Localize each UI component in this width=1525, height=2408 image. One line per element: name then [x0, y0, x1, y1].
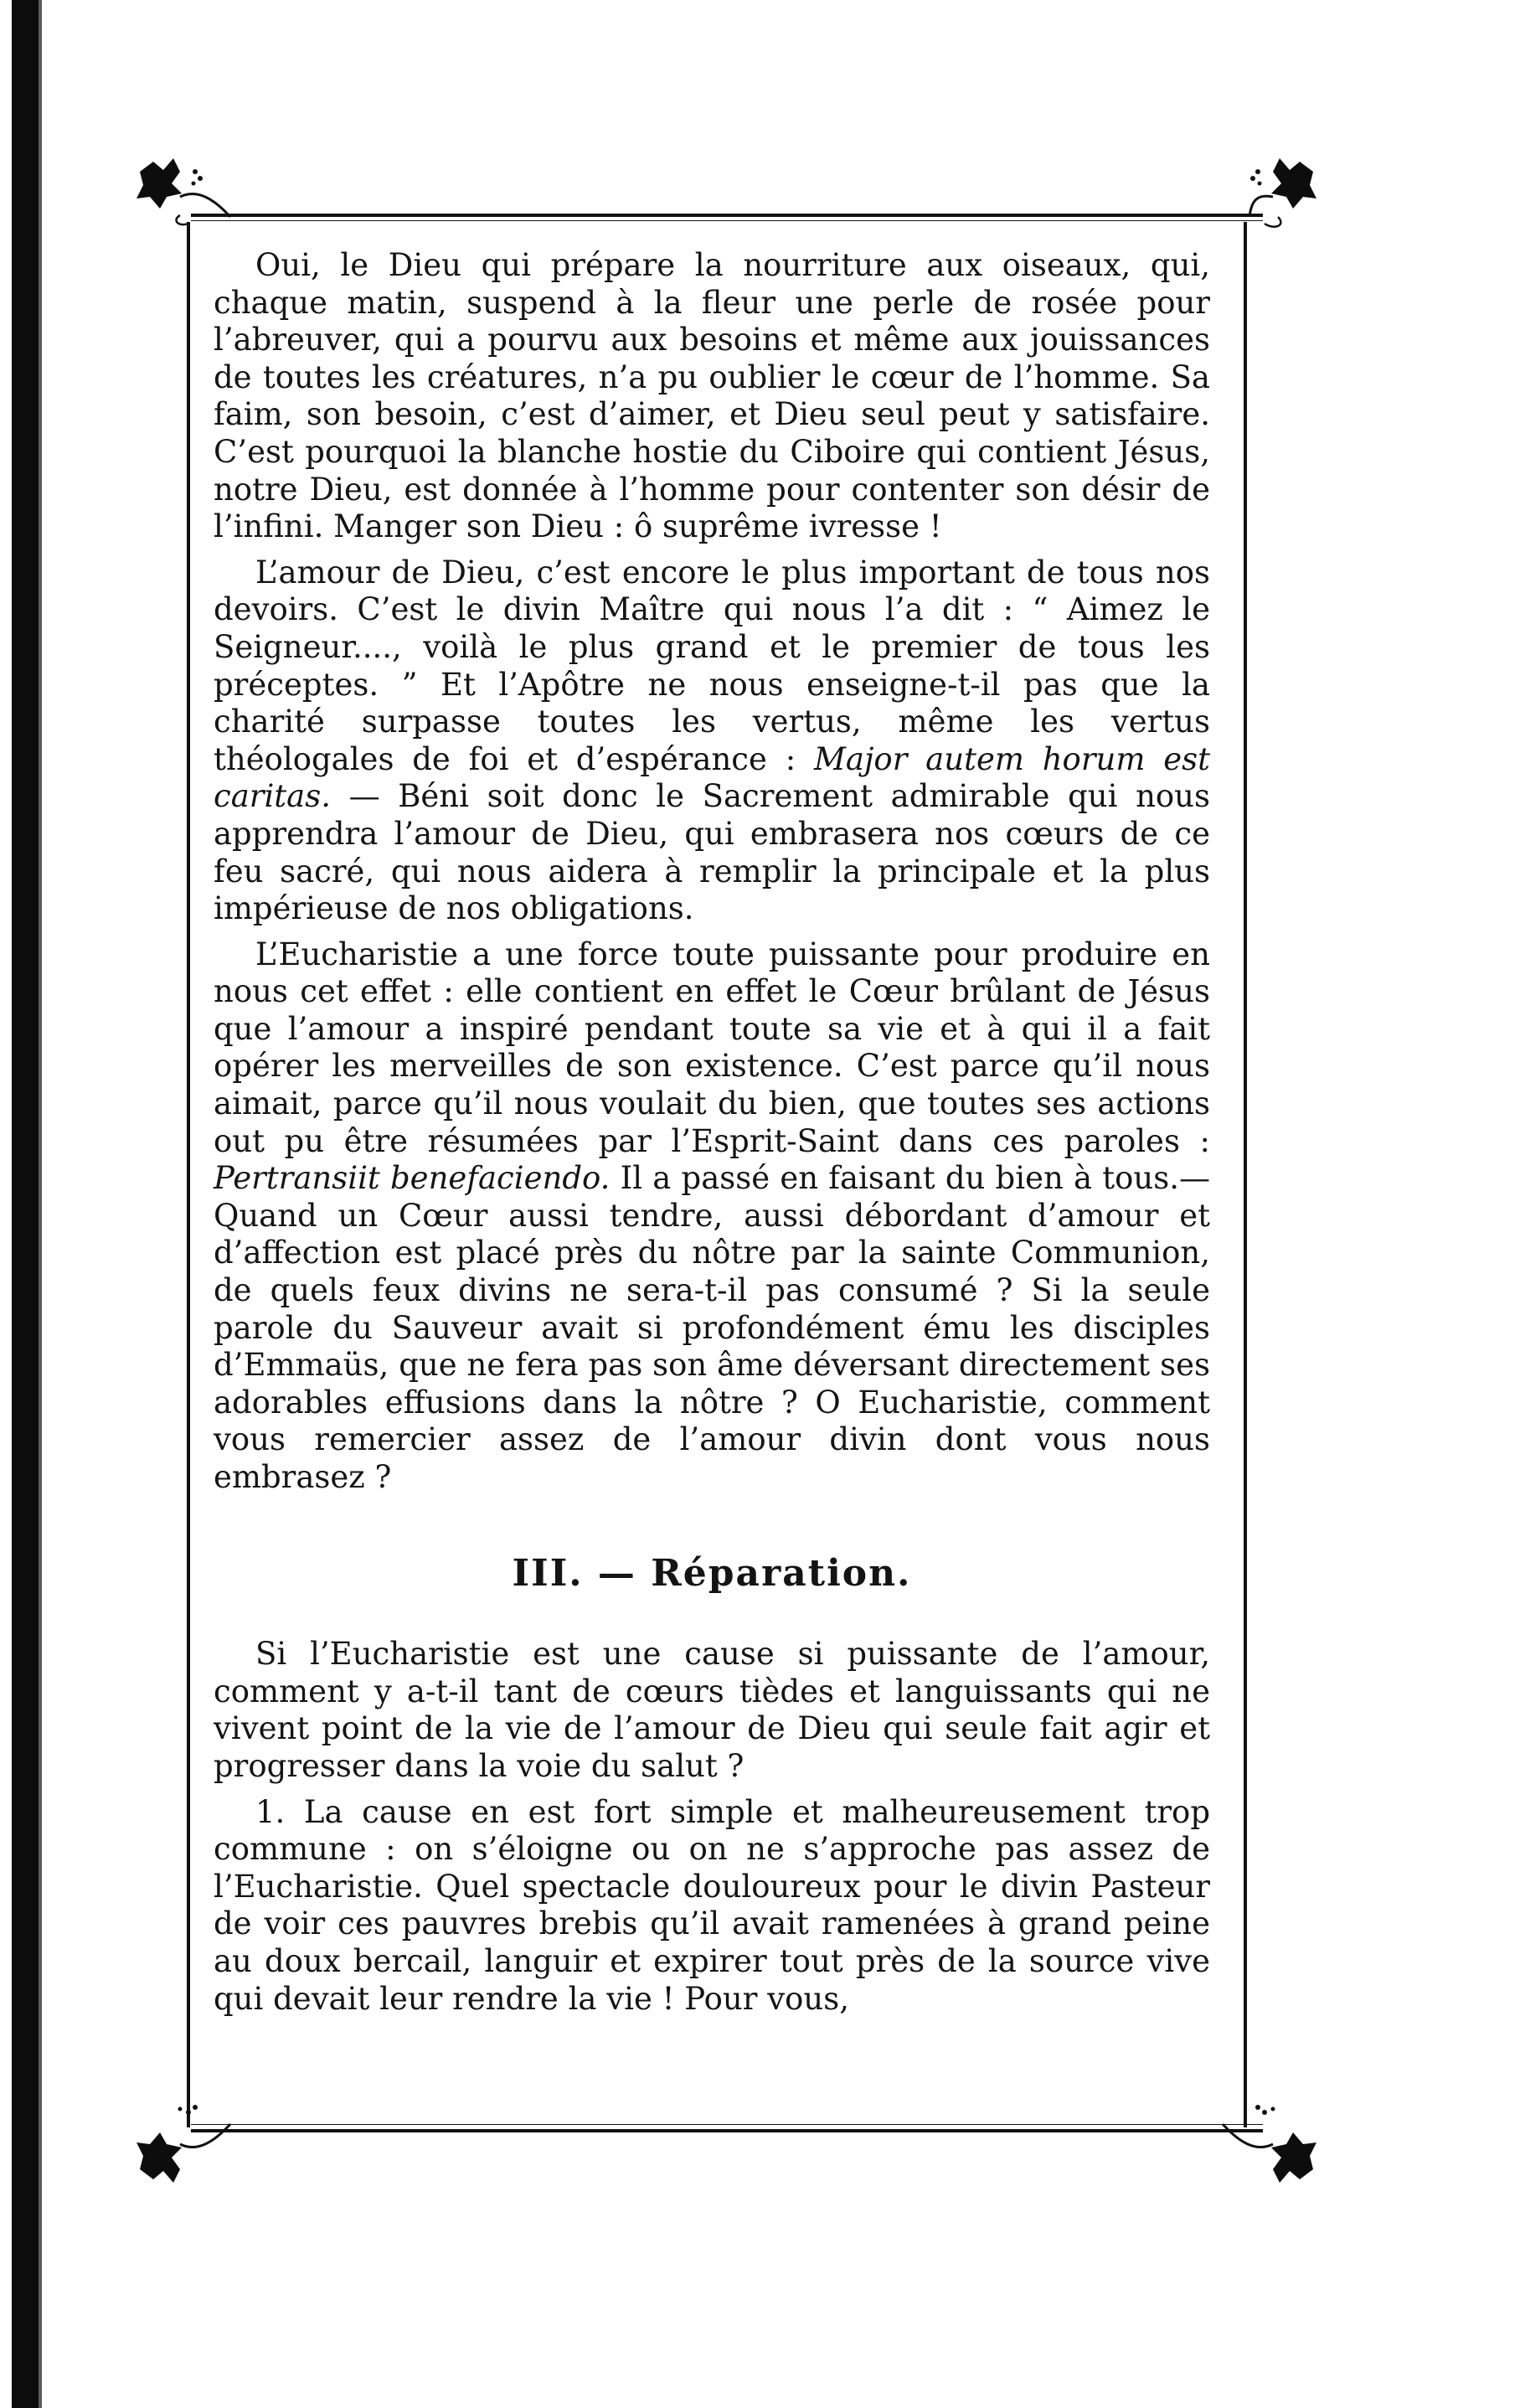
section-heading: III. — Réparation. — [512, 1551, 912, 1595]
book-spine-edge — [39, 0, 42, 2408]
paragraph-5 — [214, 1794, 1210, 2019]
book-spine-shadow — [12, 0, 39, 2408]
paragraph-1: Oui, le Dieu qui prépare la nourriture aux oiseaux, qui, chaque matin, suspend à la fleur une perle de rosée pour l’abreuver, qui a pourvu aux besoins et même aux jouissances de toutes les créatures, n’a pu oublier le cœur de l’homme. Sa faim, son besoin, c’est d’aimer, et Dieu seul peut y satisfaire. C’est pourquoi la blanche hostie du Ciboire qui contient Jésus, notre Dieu, est donnée à l’homme pour contenter son désir de l’infini. Manger son Dieu : ô suprême ivresse ! — [214, 247, 1210, 545]
latin-quote: Pertransiit benefaciendo. — [214, 1160, 611, 1197]
paragraph-5-text: La cause en est fort simple et malheureusement trop commune : on s’éloigne ou on ne s’approche pas assez de l’Eucharistie. Quel spectacle douloureux pour le divin Pasteur de voir ces pauvres brebis qu’il avait ramenées à grand peine au doux bercail, languir et expirer tout près de la source vive qui devait leur rendre la vie ! Pour vous, — [214, 1793, 1210, 2017]
frame-right-rule — [1244, 222, 1247, 2127]
paragraph-4: Si l’Eucharistie est une cause si puissante de l’amour, comment y a-t-il tant de cœurs tièdes et languissants qui ne vivent point de la vie de l’amour de Dieu qui seule fait agir et progresser dans la voie du salut ? — [214, 1636, 1210, 1784]
paragraph-3-text: L’Eucharistie a une force toute puissante pour produire en nous cet effet : elle contient en effet le Cœur brûlant de Jésus que l’amour a inspiré pendant toute sa vie et à qui il a fait opérer les merveilles de son existence. C’est parce qu’il nous aimait, parce qu’il nous voulait du bien, que toutes ses actions out pu être résumées par l’Esprit-Saint dans ces paroles : — [214, 936, 1210, 1159]
latin-quote: Major autem horum est caritas. — [214, 740, 1210, 815]
paragraph-3-continuation: Il a passé en faisant du bien à tous.— Quand un Cœur aussi tendre, aussi débordant d’amour et d’affection est placé près du nôtre par la sainte Communion, de quels feux divins ne sera-t-il pas consumé ? Si la seule parole du Sauveur avait si profondément ému les disciples d’Emmaüs, que ne fera pas son âme déversant directement ses adorables effusions dans la nôtre ? O Eucharistie, comment vous remercier assez de l’amour divin dont vous nous embrasez ? — [214, 1160, 1210, 1495]
paragraph-3 — [214, 936, 1210, 1497]
vine-ornament-top-left-icon — [130, 147, 247, 247]
vine-ornament-bottom-right-icon — [1206, 2094, 1323, 2194]
list-number: 1. — [255, 1793, 286, 1830]
frame-top-rule — [191, 214, 1263, 217]
paragraph-2-text: L’amour de Dieu, c’est encore le plus important de tous nos devoirs. C’est le divin Maître qui nous l’a dit : “ Aimez le Seigneur...., voilà le plus grand et le premier de tous les préceptes. ” Et l’Apôtre ne nous enseigne-t-il pas que la charité surpasse toutes les vertus, même les vertus théologales de foi et d’espérance : — [214, 554, 1210, 777]
paragraph-2-continuation: — Béni soit donc le Sacrement admirable qui nous apprendra l’amour de Dieu, qui embrasera nos cœurs de ce feu sacré, qui nous aidera à remplir la principale et la plus impérieuse de nos obligations. — [214, 778, 1210, 927]
paragraph-2 — [214, 554, 1210, 928]
frame-left-rule — [187, 222, 190, 2127]
vine-ornament-bottom-left-icon — [130, 2094, 247, 2194]
frame-top-rule-thin — [191, 220, 1263, 221]
page-text-block — [214, 247, 1210, 2026]
frame-bottom-rule — [191, 2129, 1263, 2132]
vine-ornament-top-right-icon — [1206, 147, 1323, 247]
frame-bottom-rule-thin — [191, 2124, 1263, 2125]
